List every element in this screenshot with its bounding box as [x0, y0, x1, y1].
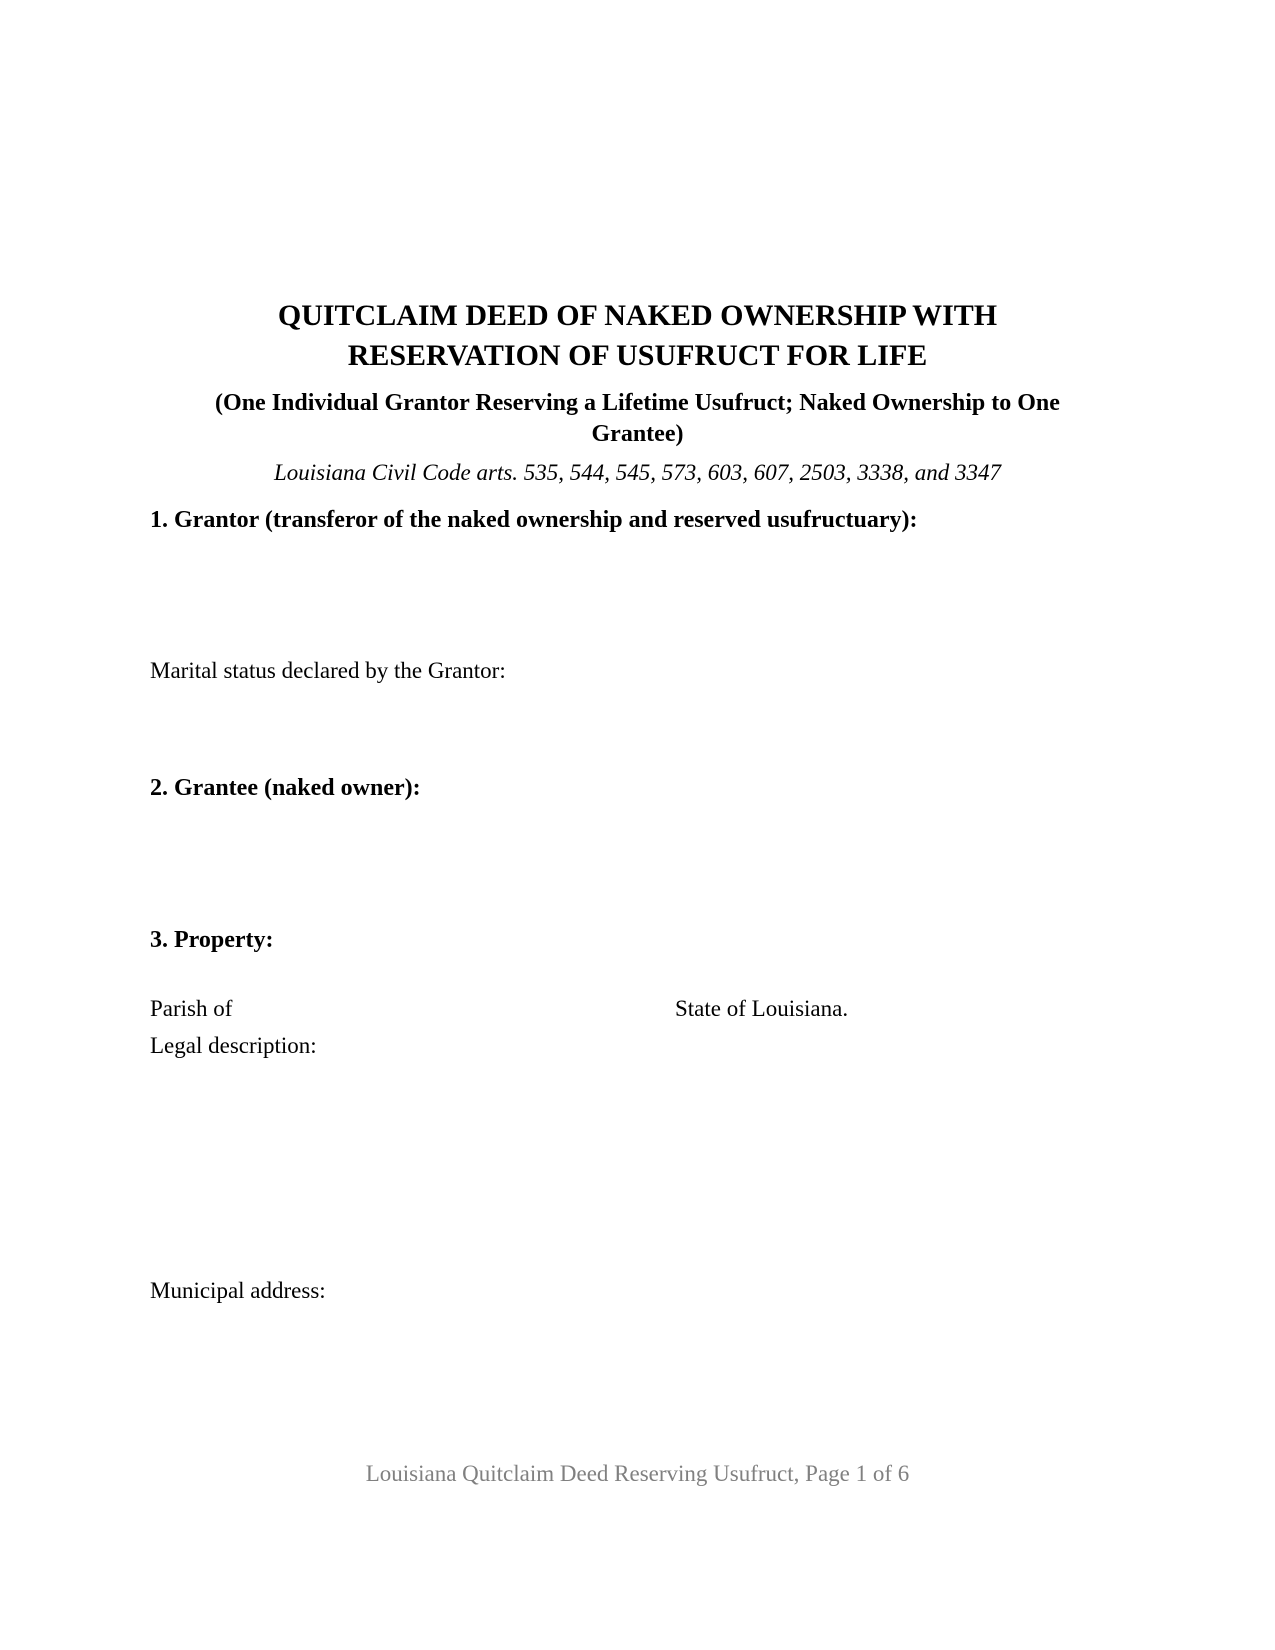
grantor-heading: 1. Grantor (transferor of the naked ownership and reserved usufructuary):	[150, 507, 918, 533]
marital-status-label: Marital status declared by the Grantor:	[150, 658, 506, 683]
grantee-heading: 2. Grantee (naked owner):	[150, 775, 421, 801]
document-title-line-2: RESERVATION OF USUFRUCT FOR LIFE	[347, 339, 928, 372]
state-label: State of Louisiana.	[675, 996, 849, 1021]
document-title-line-1: QUITCLAIM DEED OF NAKED OWNERSHIP WITH	[277, 299, 998, 332]
page-footer: Louisiana Quitclaim Deed Reserving Usufruct, Page 1 of 6	[365, 1461, 910, 1486]
municipal-address-label: Municipal address:	[150, 1278, 326, 1303]
property-heading: 3. Property:	[150, 927, 274, 953]
civil-code-citation: Louisiana Civil Code arts. 535, 544, 545, 573, 603, 607, 2503, 3338, and 3347	[273, 460, 1002, 485]
document-subtitle-line-1: (One Individual Grantor Reserving a Lifetime Usufruct; Naked Ownership to One	[215, 390, 1060, 416]
legal-description-label: Legal description:	[150, 1033, 317, 1058]
document-subtitle-line-2: Grantee)	[591, 421, 684, 447]
parish-label: Parish of	[150, 996, 233, 1021]
